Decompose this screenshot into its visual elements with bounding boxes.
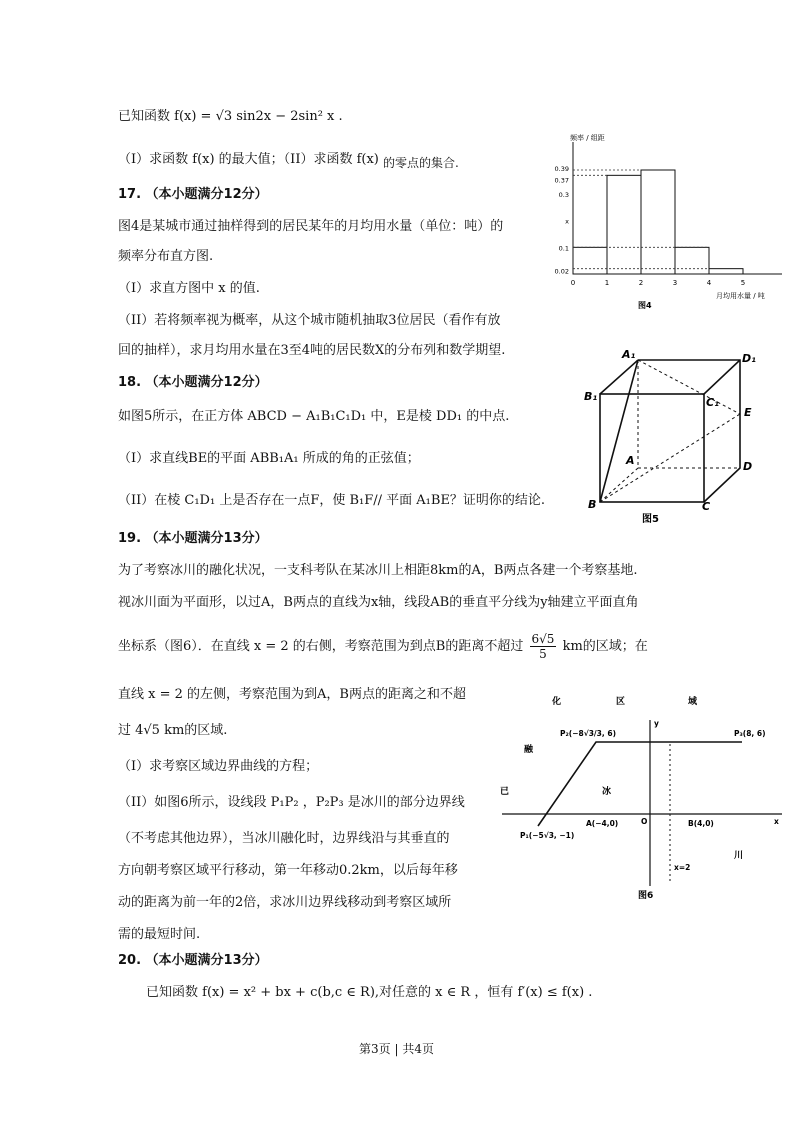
label-E: E bbox=[744, 406, 752, 419]
figure-6-glacier bbox=[498, 690, 788, 910]
q17-line-1: 图4是某城市通过抽样得到的居民某年的月均用水量（单位：吨）的 bbox=[118, 219, 504, 234]
q19-line-1: 为了考察冰川的融化状况，一支科考队在某冰川上相距8km的A，B两点各建一个考察基地. bbox=[118, 563, 638, 578]
q18-line-3: （II）在棱 C₁D₁ 上是否存在一点F，使 B₁F// 平面 A₁BE？证明你的结论. bbox=[118, 493, 546, 508]
histogram-bar-3-4 bbox=[675, 247, 709, 274]
fig6-label-x2: x=2 bbox=[674, 863, 691, 872]
intro-line-2b: 的零点的集合. bbox=[383, 156, 459, 170]
label-B1: B₁ bbox=[584, 390, 598, 403]
figure-4-histogram bbox=[548, 128, 788, 314]
fig6-label-o: O bbox=[641, 817, 648, 826]
q20-heading: 20. （本小题满分13分） bbox=[118, 953, 268, 968]
q17-line-5: 回的抽样），求月均用水量在3至4吨的居民数X的分布列和数学期望. bbox=[118, 343, 506, 358]
q20-line-1: 已知函数 f(x) = x² + bx + c(b,c ∈ R),对任意的 x ∈ R ，恒有 f′(x) ≤ f(x) . bbox=[146, 985, 593, 1000]
edge-d1-c1 bbox=[704, 360, 740, 394]
label-A: A bbox=[626, 454, 635, 467]
histogram-x-tick-3: 3 bbox=[672, 279, 678, 287]
fig4-xlabel: 月均用水量 / 吨 bbox=[716, 292, 765, 300]
q18-line-2: （I）求直线BE的平面 ABB₁A₁ 所成的角的正弦值； bbox=[118, 451, 420, 466]
histogram-y-tick-3: x bbox=[565, 217, 569, 226]
q19-line-2: 视冰川面为平面形，以过A，B两点的直线为x轴，线段AB的垂直平分线为y轴建立平面直角 bbox=[118, 595, 639, 610]
q19-line-6: （I）求考察区域边界曲线的方程； bbox=[118, 759, 319, 774]
histogram-y-tick-4: 0.1 bbox=[558, 244, 569, 253]
fig4-caption: 图4 bbox=[638, 301, 652, 310]
line-a1-b bbox=[600, 360, 638, 502]
label-B: B bbox=[588, 498, 597, 511]
histogram-bar-4-5 bbox=[709, 269, 743, 274]
q19-fraction-numerator: 6√5 bbox=[531, 632, 555, 646]
label-D: D bbox=[743, 460, 753, 473]
cube-back-top-right-edges bbox=[638, 360, 740, 502]
histogram-y-tick-5: 0.02 bbox=[554, 267, 569, 276]
fig6-top-2: 区 bbox=[616, 697, 626, 707]
histogram-y-tick-0: 0.39 bbox=[554, 165, 569, 173]
intro-line-1: 已知函数 f(x) = √3 sin2x − 2sin² x . bbox=[118, 109, 343, 124]
fig6-label-y: y bbox=[654, 719, 659, 728]
histogram-x-tick-1: 1 bbox=[604, 279, 610, 287]
histogram-x-tick-4: 4 bbox=[706, 279, 712, 287]
fig6-side-1: 融 bbox=[524, 745, 534, 755]
label-C: C bbox=[702, 500, 711, 513]
q19-fraction-denominator: 5 bbox=[539, 647, 547, 661]
label-A1: A₁ bbox=[622, 348, 636, 361]
hidden-edge-a-b bbox=[600, 468, 638, 502]
q17-line-3: （I）求直方图中 x 的值. bbox=[118, 281, 260, 296]
q19-line-9: 方向朝考察区域平行移动，第一年移动0.2km，以后每年移 bbox=[118, 863, 458, 878]
fig6-label-b: B(4,0) bbox=[688, 819, 714, 828]
q19-line-11: 需的最短时间. bbox=[118, 927, 201, 942]
histogram-y-tick-1: 0.37 bbox=[554, 176, 569, 185]
q17-heading: 17. （本小题满分12分） bbox=[118, 187, 268, 202]
histogram-x-tick-0: 0 bbox=[570, 279, 576, 287]
histogram-x-tick-2: 2 bbox=[638, 279, 644, 287]
fig6-top-3: 域 bbox=[688, 697, 698, 707]
histogram-bar-2-3 bbox=[641, 170, 675, 274]
q19-heading: 19. （本小题满分13分） bbox=[118, 531, 268, 546]
q18-line-1: 如图5所示，在正方体 ABCD − A₁B₁C₁D₁ 中，E是棱 DD₁ 的中点. bbox=[118, 409, 510, 424]
q19-line-7: （II）如图6所示，设线段 P₁P₂ ，P₂P₃ 是冰川的部分边界线 bbox=[118, 795, 465, 810]
fig6-label-a: A(−4,0) bbox=[586, 819, 619, 828]
fig6-caption: 图6 bbox=[638, 891, 654, 901]
q18-heading: 18. （本小题满分12分） bbox=[118, 375, 268, 390]
q19-line-4: 直线 x = 2 的左侧，考察范围为到A，B两点的距离之和不超 bbox=[118, 687, 466, 702]
hidden-line-a1-e bbox=[638, 360, 740, 414]
figure-5-cube bbox=[580, 342, 780, 526]
fig6-label-x: x bbox=[774, 817, 779, 826]
histogram-bar-1-2 bbox=[607, 175, 641, 274]
q19-line-10: 动的距离为前一年的2倍，求冰川边界线移动到考察区域所 bbox=[118, 895, 452, 910]
q17-line-2: 频率分布直方图. bbox=[118, 249, 214, 264]
fig6-label-p1: P₁(−5√3, −1) bbox=[520, 831, 575, 840]
q17-line-4: （II）若将频率视为概率，从这个城市随机抽取3位居民（看作有放 bbox=[118, 313, 501, 328]
fig6-side-2: 已 bbox=[500, 787, 510, 797]
cube-front-face bbox=[600, 394, 704, 502]
edge-a1-b1 bbox=[600, 360, 638, 394]
page-footer: 第3页 | 共4页 bbox=[359, 1042, 434, 1056]
q19-line-5: 过 4√5 km的区域. bbox=[118, 723, 228, 738]
fig6-side-3: 冰 bbox=[602, 787, 612, 797]
q19-fraction bbox=[530, 632, 557, 661]
intro-line-2 bbox=[118, 150, 459, 169]
label-D1: D₁ bbox=[742, 352, 756, 365]
histogram-y-tick-2: 0.3 bbox=[558, 191, 569, 199]
histogram-x-tick-5: 5 bbox=[740, 279, 746, 287]
q19-line-3 bbox=[118, 630, 648, 664]
fig4-ylabel: 频率 / 组距 bbox=[570, 134, 605, 142]
fig6-top-1: 化 bbox=[552, 697, 562, 707]
fig6-label-p3: P₃(8, 6) bbox=[734, 729, 766, 738]
intro-line-2a: （I）求函数 f(x) 的最大值；（II）求函数 f(x) bbox=[118, 152, 379, 167]
fig6-side-4: 川 bbox=[734, 851, 744, 861]
q19-line-8: （不考虑其他边界），当冰川融化时，边界线沿与其垂直的 bbox=[118, 831, 450, 846]
q19-line-3a: 坐标系（图6）．在直线 x = 2 的右侧，考察范围为到点B的距离不超过 bbox=[118, 639, 524, 654]
q19-line-3b: km的区域；在 bbox=[562, 639, 648, 654]
label-C1: C₁ bbox=[706, 396, 719, 409]
fig5-caption: 图5 bbox=[642, 514, 659, 525]
histogram-bar-0-1 bbox=[573, 247, 607, 274]
fig6-label-p2: P₂(−8√3/3, 6) bbox=[560, 729, 616, 738]
